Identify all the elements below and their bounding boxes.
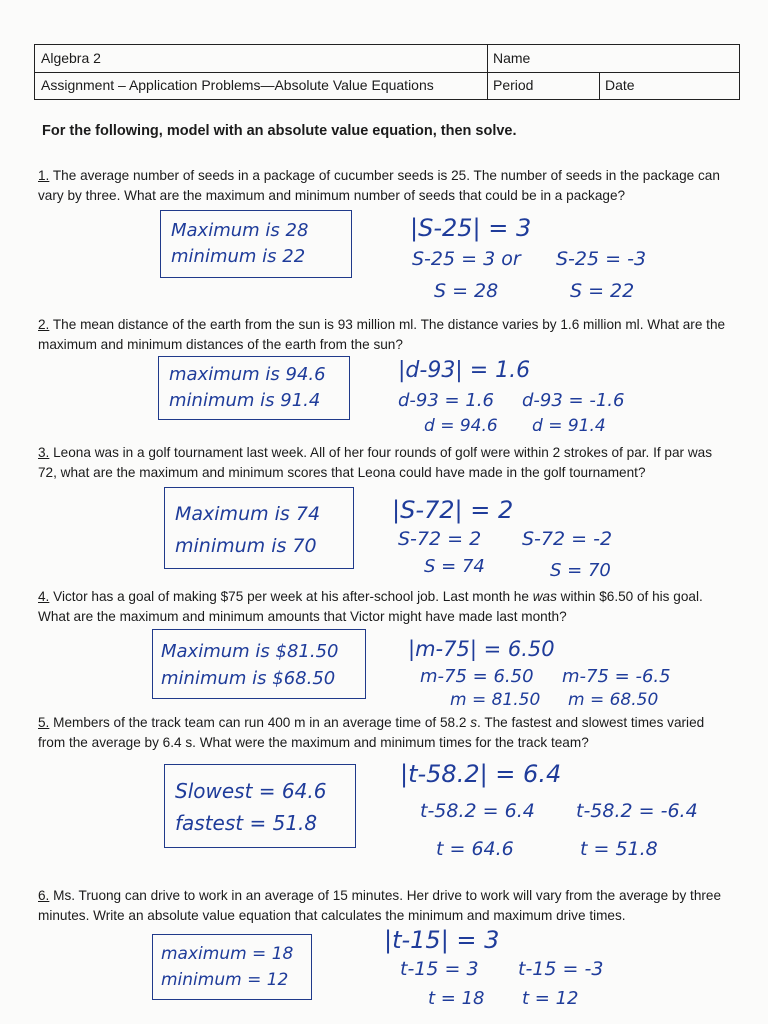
work-solution-1: d = 94.6: [424, 416, 498, 436]
answer-line: maximum is 94.6: [169, 364, 326, 385]
text-part: . The fastest and slowest times varied from the average by 6.4 s. What were the maximum and minimum times for the track team?: [38, 715, 705, 750]
answer-line: minimum is 22: [171, 246, 306, 267]
text-part: within $6.50 of his goal. What are the maximum and minimum amounts that Victor might have made last month?: [38, 589, 703, 624]
problem-4: [38, 587, 728, 626]
problem-3: [38, 443, 728, 482]
work-case-positive: S-72 = 2: [398, 528, 482, 550]
work-solution-1: t = 64.6: [436, 838, 514, 860]
work-solution-2: t = 12: [522, 988, 579, 1009]
problem-number: 6.: [38, 888, 50, 903]
answer-box-1: [160, 210, 352, 278]
work-equation: |S-25| = 3: [410, 214, 532, 242]
answer-box-4: [152, 629, 366, 699]
answer-box-3: [164, 487, 354, 569]
date-field[interactable]: Date: [605, 77, 635, 93]
work-case-negative: t-58.2 = -6.4: [576, 800, 698, 822]
name-field[interactable]: Name: [493, 50, 531, 66]
answer-box-5: [164, 764, 356, 848]
work-solution-2: m = 68.50: [568, 690, 659, 710]
answer-line: minimum = 12: [161, 970, 289, 990]
work-case-positive: t-15 = 3: [400, 958, 479, 980]
work-solution-2: S = 70: [550, 560, 611, 581]
work-solution-2: S = 22: [570, 280, 635, 302]
work-equation: |d-93| = 1.6: [398, 358, 531, 383]
answer-line: minimum is 70: [175, 535, 317, 557]
work-case-negative: t-15 = -3: [518, 958, 604, 980]
problem-2: [38, 315, 728, 354]
problem-text: [38, 715, 704, 750]
work-case-positive: m-75 = 6.50: [420, 666, 534, 687]
answer-line: fastest = 51.8: [175, 811, 318, 835]
answer-line: Maximum is 74: [175, 503, 321, 525]
work-case-negative: d-93 = -1.6: [522, 390, 625, 411]
period-field[interactable]: Period: [493, 77, 534, 93]
header-table: [34, 44, 740, 100]
answer-line: Maximum is $81.50: [161, 641, 339, 662]
text-part: Victor has a goal of making $75 per week at his after-school job. Last month he: [53, 589, 533, 604]
text-emphasis: s: [470, 715, 478, 730]
work-case-negative: S-72 = -2: [522, 528, 613, 550]
answer-box-2: [158, 356, 350, 420]
header-row-1: [35, 45, 739, 73]
work-equation: |S-72| = 2: [392, 496, 514, 524]
work-solution-1: S = 28: [434, 280, 499, 302]
work-case-negative: S-25 = -3: [556, 248, 647, 270]
work-equation: |t-58.2| = 6.4: [400, 760, 562, 788]
answer-line: maximum = 18: [161, 944, 294, 964]
work-solution-1: t = 18: [428, 988, 485, 1009]
work-solution-2: d = 91.4: [532, 416, 606, 436]
answer-line: Maximum is 28: [171, 220, 309, 241]
header-row-2: [35, 72, 739, 99]
instructions: For the following, model with an absolute value equation, then solve.: [42, 123, 517, 139]
work-case-positive: S-25 = 3 or: [412, 248, 521, 270]
problem-number: 5.: [38, 715, 50, 730]
text-part: Members of the track team can run 400 m in an average time of 58.2: [53, 715, 471, 730]
answer-line: minimum is 91.4: [169, 390, 321, 411]
problem-number: 3.: [38, 445, 50, 460]
work-case-positive: d-93 = 1.6: [398, 390, 494, 411]
work-equation: |t-15| = 3: [384, 926, 500, 954]
problem-text: Leona was in a golf tournament last week. All of her four rounds of golf were within 2 strokes of par. If par was 72, what are the maximum and minimum scores that Leona could have made in the golf tournament?: [38, 445, 713, 480]
text-emphasis: was: [532, 589, 557, 604]
problem-number: 4.: [38, 589, 50, 604]
assignment-title: Assignment – Application Problems—Absolute Value Equations: [41, 77, 434, 93]
course-title: Algebra 2: [41, 50, 101, 66]
work-solution-1: S = 74: [424, 556, 485, 577]
problem-5: [38, 713, 728, 752]
problem-text: Ms. Truong can drive to work in an average of 15 minutes. Her drive to work will vary from the average by three minutes. Write an absolute value equation that calculates the minimum and maximum drive times.: [38, 888, 722, 923]
answer-box-6: [152, 934, 312, 1000]
answer-line: minimum is $68.50: [161, 668, 336, 689]
problem-number: 1.: [38, 168, 50, 183]
work-equation: |m-75| = 6.50: [408, 637, 555, 661]
problem-number: 2.: [38, 317, 50, 332]
problem-text: [38, 589, 703, 624]
work-case-negative: m-75 = -6.5: [562, 666, 671, 687]
work-case-positive: t-58.2 = 6.4: [420, 800, 535, 822]
answer-line: Slowest = 64.6: [175, 779, 327, 803]
problem-text: The mean distance of the earth from the sun is 93 million ml. The distance varies by 1.6 million ml. What are the maximum and minimum distances of the earth from the sun?: [38, 317, 726, 352]
problem-1: [38, 166, 728, 205]
problem-text: The average number of seeds in a package of cucumber seeds is 25. The number of seeds in the package can vary by three. What are the maximum and minimum number of seeds that could be in a package?: [38, 168, 720, 203]
work-solution-1: m = 81.50: [450, 690, 541, 710]
work-solution-2: t = 51.8: [580, 838, 658, 860]
problem-6: [38, 886, 728, 925]
